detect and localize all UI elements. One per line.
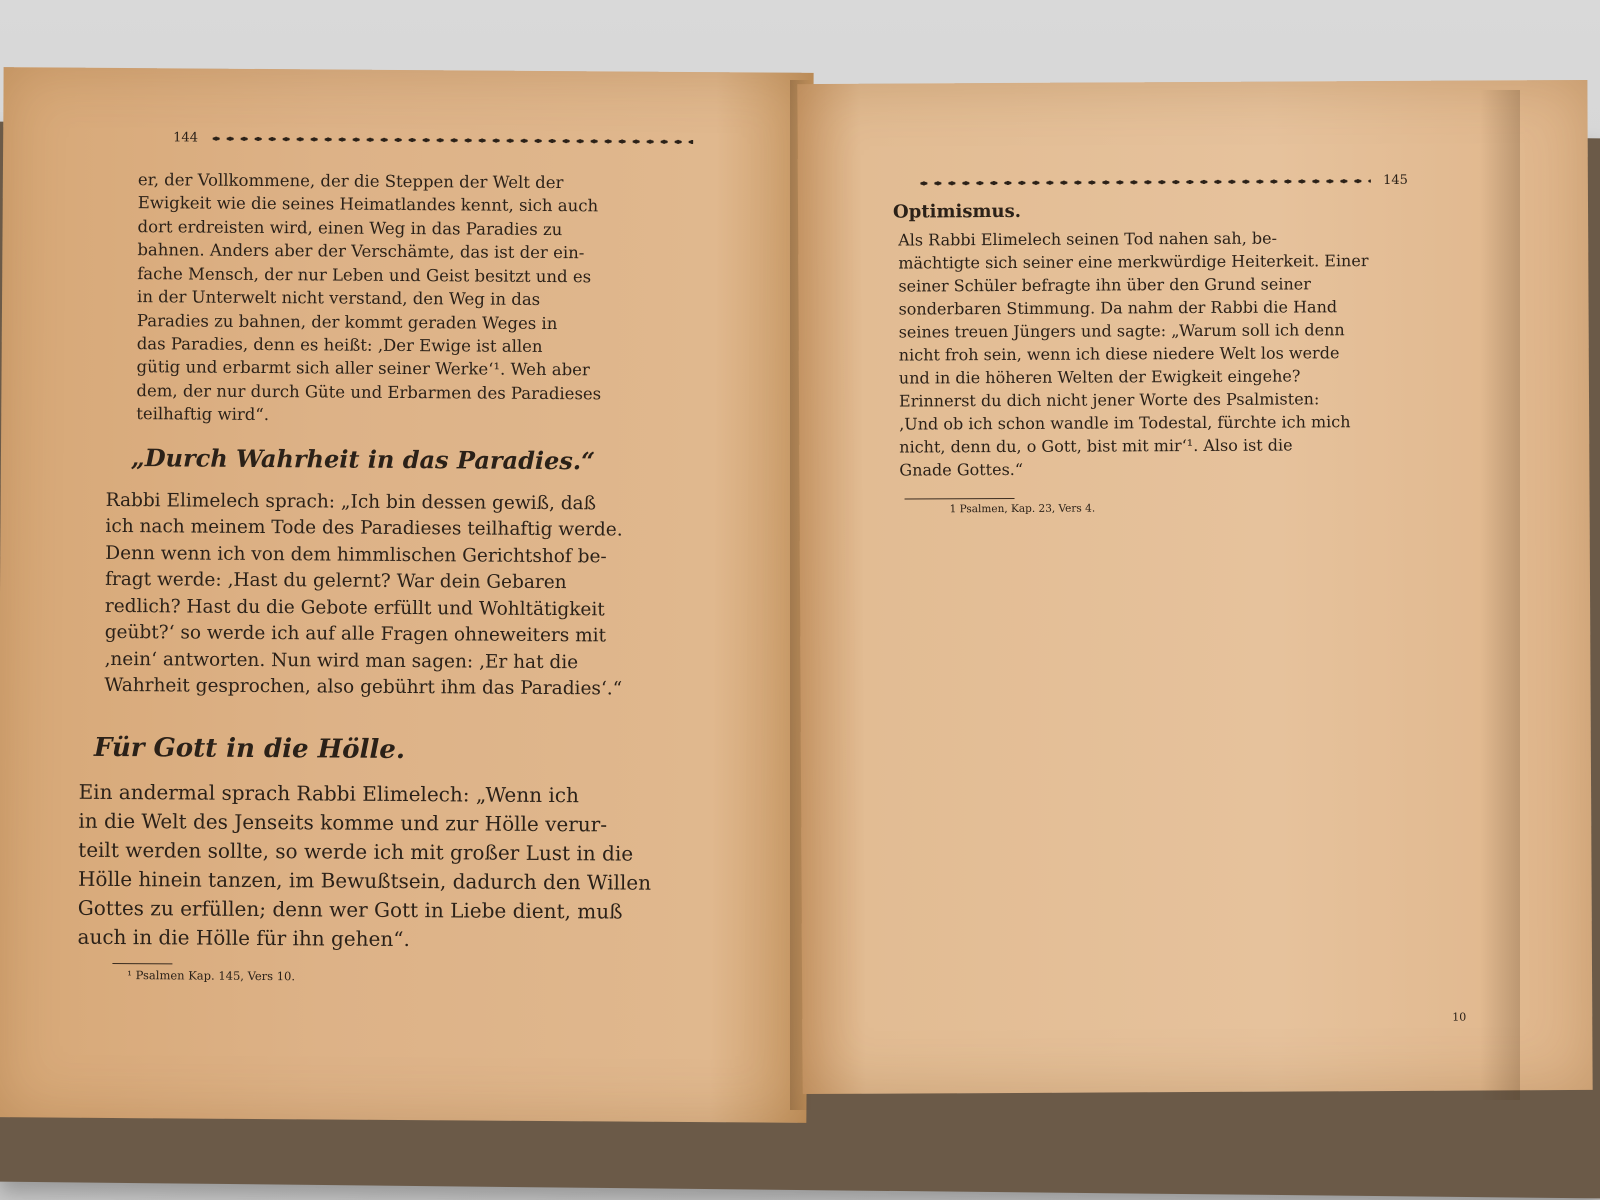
open-book (0, 60, 1600, 1160)
footnote-rule (905, 498, 1015, 500)
signature-mark: 10 (1452, 1010, 1467, 1024)
ornament-rule (210, 135, 693, 144)
page-edge-shadow (1480, 90, 1520, 1100)
section-heading-hell: Für Gott in die Hölle. (93, 732, 406, 766)
paragraph-2: Rabbi Elimelech sprach: „Ich bin dessen gewiß, daß ich nach meinem Tode des Paradieses teilhaftig werde. Denn wenn ich von dem himmlischen Gerichtshof be- fragt werde: ‚Hast du gelernt? War dein Gebaren redlich? Hast du die Gebote erfüllt und Wohltätigkeit geübt?‘ so werde ich auf alle Fragen ohneweiters mit ‚nein‘ antworten. Nun wird man sagen: ‚Er hat die Wahrheit gesprochen, also gebührt ihm das Paradies‘.“ (104, 489, 623, 700)
page-number-left: 144 (173, 130, 199, 146)
paragraph-1: er, der Vollkommene, der die Steppen der Welt der Ewigkeit wie die seines Heimatlandes kennt, sich auch dort erdreisten wird, einen Weg in das Paradies zu bahnen. Anders aber der Verschämte, das ist der ein- fache Mensch, der nur Leben und Geist besitzt und es in der Unterwelt nicht verstand, den Weg in das Paradies zu bahnen, der kommt geraden Weges in das Paradies, denn es heißt: ‚Der Ewige ist allen gütig und erbarmt sich aller seiner Werke‘¹. Weh aber dem, der nur durch Güte und Erbarmen des Paradieses teilhaftig wird“. (136, 170, 602, 425)
footnote-rule (112, 963, 172, 964)
paragraph-3: Ein andermal sprach Rabbi Elimelech: „Wenn ich in die Welt des Jenseits komme und zur Hölle verur- teilt werden sollte, so werde ich mit großer Lust in die Hölle hinein tanzen, im Bewußtsein, dadurch den Willen Gottes zu erfüllen; denn wer Gott in Liebe dient, muß auch in die Hölle für ihn gehen“. (77, 779, 652, 952)
footnote-left: ¹ Psalmen Kap. 145, Vers 10. (127, 968, 296, 984)
left-page (0, 67, 814, 1123)
ornament-rule (918, 178, 1371, 186)
section-heading-optimism: Optimismus. (892, 200, 1022, 223)
page-number-right: 145 (1383, 172, 1408, 189)
section-heading-paradise: „Durch Wahrheit in das Paradies.“ (130, 443, 596, 476)
footnote-right: 1 Psalmen, Kap. 23, Vers 4. (949, 502, 1096, 516)
right-page (797, 80, 1592, 1094)
right-page-header (918, 173, 1408, 191)
paragraph-optimism: Als Rabbi Elimelech seinen Tod nahen sah, be- mächtigte sich seiner eine merkwürdige Heiterkeit. Einer seiner Schüler befragte ihn über den Grund seiner sonderbaren Stimmung. Da nahm der Rabbi die Hand seines treuen Jüngers und sagte: „Warum soll ich denn nicht froh sein, wenn ich diese niedere Welt los werde und in die höheren Welten der Ewigkeit eingehe? Erinnerst du dich nicht jener Worte des Psalmisten: ‚Und ob ich schon wandle im Todestal, fürchte ich mich nicht, denn du, o Gott, bist mit mir‘¹. Also ist die Gnade Gottes.“ (898, 228, 1369, 480)
left-page-header (173, 130, 693, 149)
